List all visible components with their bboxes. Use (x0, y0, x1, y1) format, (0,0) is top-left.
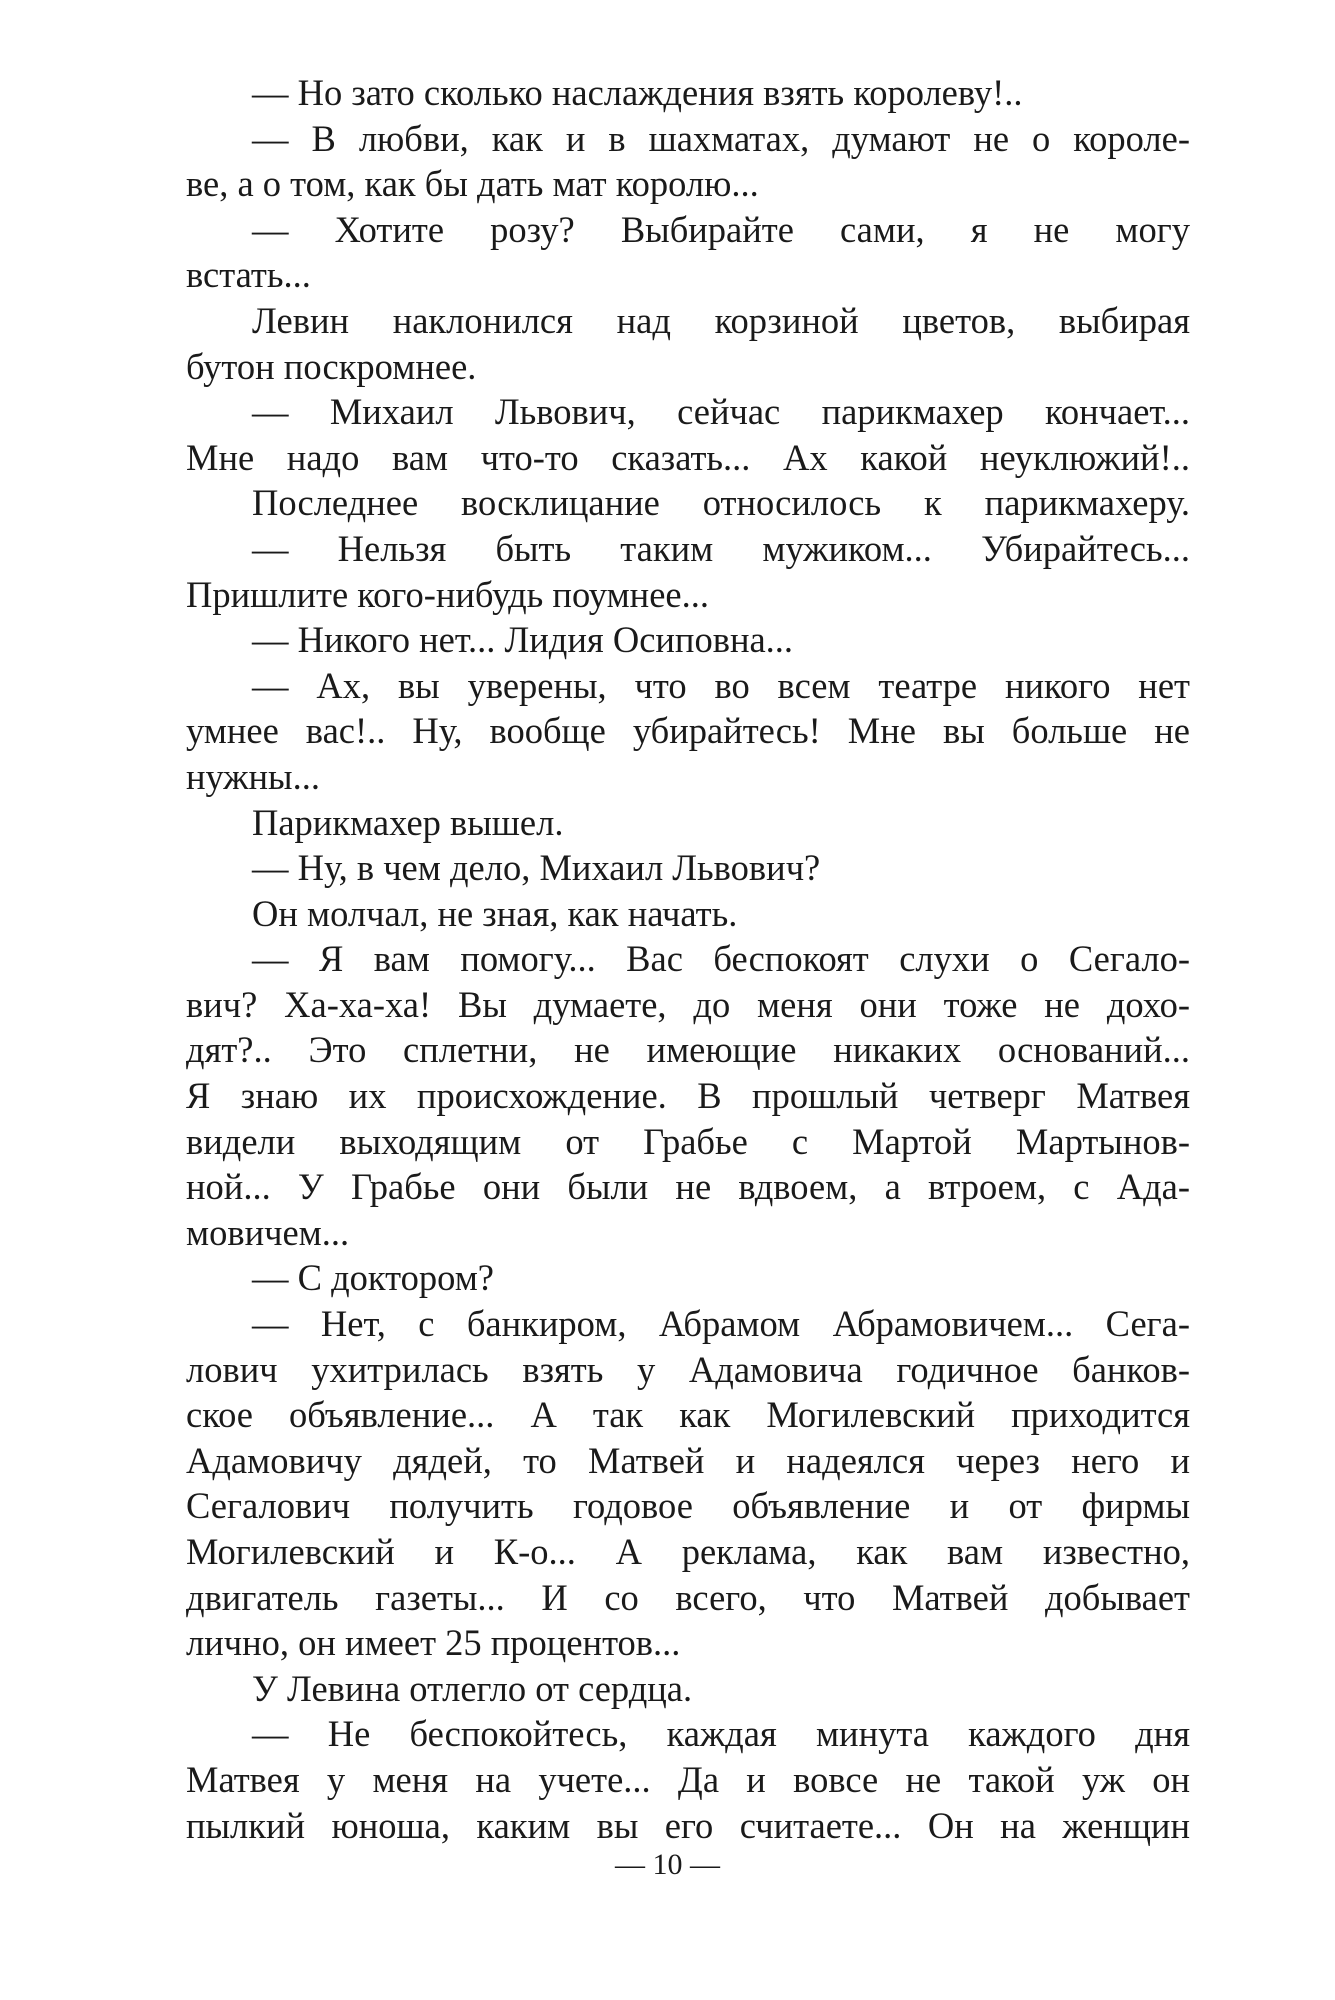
text-line: — Ну, в чем дело, Михаил Львович? (252, 847, 821, 889)
text-line: лович ухитрилась взять у Адамовича годичное банков- (186, 1348, 1190, 1390)
text-line: — Я вам помогу... Вас беспокоят слухи о Сегало- (252, 938, 1190, 980)
text-line: дят?.. Это сплетни, не имеющие никаких оснований... (186, 1029, 1190, 1071)
text-line: умнее вас!.. Ну, вообще убирайтесь! Мне вы больше не (186, 710, 1190, 752)
text-line: Адамовичу дядей, то Матвей и надеялся через него и (186, 1439, 1190, 1481)
text-line: бутон поскромнее. (186, 345, 477, 387)
page-number: — 10 — (615, 1848, 720, 1881)
text-line: Могилевский и К-о... А реклама, как вам известно, (186, 1531, 1190, 1572)
text-line: — Нельзя быть таким мужиком... Убирайтесь... (252, 527, 1190, 569)
text-line: вич? Ха-ха-ха! Вы думаете, до меня они тоже не дохо- (186, 983, 1190, 1025)
text-line: нужны... (186, 755, 320, 797)
body-text (186, 70, 1190, 1848)
text-line: Мне надо вам что-то сказать... Ах какой неуклюжий!.. (186, 436, 1190, 478)
text-line: Парикмахер вышел. (252, 801, 564, 843)
text-line: — Нет, с банкиром, Абрамом Абрамовичем... Сега- (252, 1303, 1190, 1345)
text-line: пылкий юноша, каким вы его считаете... Он на женщин (186, 1804, 1190, 1846)
text-line: — В любви, как и в шахматах, думают не о короле- (252, 117, 1190, 159)
text-line: видели выходящим от Грабье с Мартой Мартынов- (186, 1120, 1190, 1162)
text-line: Последнее восклицание относилось к парикмахеру. (252, 482, 1190, 524)
text-line: встать... (186, 254, 311, 296)
text-line: Я знаю их происхождение. В прошлый четверг Матвея (186, 1075, 1190, 1117)
text-line: — Михаил Львович, сейчас парикмахер кончает... (252, 391, 1190, 433)
text-line: — С доктором? (252, 1257, 494, 1299)
text-line: лично, он имеет 25 процентов... (186, 1622, 681, 1664)
text-line: ве, а о том, как бы дать мат королю... (186, 163, 759, 205)
text-line: двигатель газеты... И со всего, что Матвей добывает (186, 1576, 1190, 1618)
text-line: ной... У Грабье они были не вдвоем, а втроем, с Ада- (186, 1166, 1190, 1208)
text-line: У Левина отлегло от сердца. (252, 1667, 693, 1709)
text-line: — Хотите розу? Выбирайте сами, я не могу (252, 208, 1190, 250)
text-line: Левин наклонился над корзиной цветов, выбирая (252, 299, 1190, 341)
text-line: Пришлите кого-нибудь поумнее... (186, 573, 709, 615)
text-line: Сегалович получить годовое объявление и от фирмы (186, 1485, 1190, 1527)
text-line: ское объявление... А так как Могилевский приходится (186, 1394, 1190, 1436)
text-line: — Но зато сколько наслаждения взять королеву!.. (252, 72, 1023, 113)
text-line: — Ах, вы уверены, что во всем театре никого нет (252, 664, 1190, 706)
text-line: — Никого нет... Лидия Осиповна... (252, 619, 794, 661)
text-line: Матвея у меня на учете... Да и вовсе не такой уж он (186, 1758, 1190, 1800)
text-line: мовичем... (186, 1211, 350, 1253)
text-line: Он молчал, не зная, как начать. (252, 892, 738, 934)
text-line: — Не беспокойтесь, каждая минута каждого дня (252, 1713, 1190, 1755)
